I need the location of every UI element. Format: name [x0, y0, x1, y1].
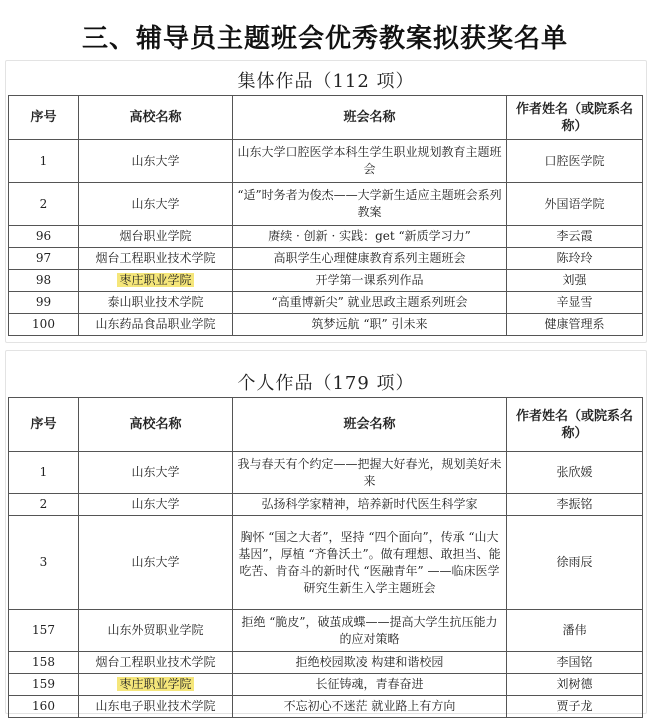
page-title: 三、辅导员主题班会优秀教案拟获奖名单 — [81, 24, 568, 54]
highlighted-school-name: 枣庄职业学院 — [119, 677, 192, 691]
table-row — [9, 292, 643, 314]
cell-no: 96 — [9, 226, 79, 248]
table-row — [9, 183, 643, 226]
cell-no: 157 — [9, 610, 79, 652]
individual-works-table — [8, 397, 643, 718]
cell-meeting: 拒绝校园欺凌 构建和谐校园 — [233, 652, 507, 674]
cell-no: 3 — [9, 516, 79, 610]
collective-works-table — [8, 95, 643, 336]
highlighted-school-name: 枣庄职业学院 — [119, 273, 192, 287]
col-header-school: 高校名称 — [79, 398, 233, 452]
cell-school: 山东大学 — [79, 452, 233, 494]
col-header-meeting: 班会名称 — [233, 398, 507, 452]
cell-author: 陈玲玲 — [507, 248, 643, 270]
table-row — [9, 674, 643, 696]
cell-meeting: 赓续 · 创新 · 实践：get “新质学习力” — [233, 226, 507, 248]
table-row — [9, 314, 643, 336]
cell-meeting: 长征铸魂，青春奋进 — [233, 674, 507, 696]
col-header-school: 高校名称 — [79, 96, 233, 140]
cell-meeting: 山东大学口腔医学本科生学生职业规划教育主题班会 — [233, 140, 507, 183]
individual-works-panel — [5, 350, 647, 714]
section-title-collective: 集体作品（112 项） — [237, 71, 415, 92]
cell-author: 潘伟 — [507, 610, 643, 652]
cell-school — [79, 270, 233, 292]
cell-no: 160 — [9, 696, 79, 718]
table-row — [9, 652, 643, 674]
cell-no: 2 — [9, 494, 79, 516]
col-header-meeting: 班会名称 — [233, 96, 507, 140]
table-row — [9, 696, 643, 718]
cell-school: 山东外贸职业学院 — [79, 610, 233, 652]
cell-author: 刘树德 — [507, 674, 643, 696]
table-row — [9, 248, 643, 270]
cell-author: 李国铭 — [507, 652, 643, 674]
cell-meeting: 胸怀 “国之大者”，坚持 “四个面向”，传承 “山大基因”，厚植 “齐鲁沃土”。做有理想、敢担当、能吃苦、肯奋斗的新时代 “医融青年” ——临床医学研究生新生入学主题班会 — [233, 516, 507, 610]
table-row — [9, 610, 643, 652]
col-header-no: 序号 — [9, 398, 79, 452]
table-row — [9, 494, 643, 516]
cell-meeting: 不忘初心不迷茫 就业路上有方向 — [233, 696, 507, 718]
cell-author: 李振铭 — [507, 494, 643, 516]
cell-no: 98 — [9, 270, 79, 292]
cell-school: 烟台工程职业技术学院 — [79, 652, 233, 674]
cell-school: 烟台职业学院 — [79, 226, 233, 248]
cell-no: 100 — [9, 314, 79, 336]
cell-school: 山东药品食品职业学院 — [79, 314, 233, 336]
cell-school: 烟台工程职业技术学院 — [79, 248, 233, 270]
collective-works-panel — [5, 60, 647, 343]
cell-meeting: 高职学生心理健康教育系列主题班会 — [233, 248, 507, 270]
col-header-no: 序号 — [9, 96, 79, 140]
cell-school: 泰山职业技术学院 — [79, 292, 233, 314]
cell-author: 外国语学院 — [507, 183, 643, 226]
cell-meeting: “适”时务者为俊杰——大学新生适应主题班会系列教案 — [233, 183, 507, 226]
cell-meeting: “高重博新尖” 就业思政主题系列班会 — [233, 292, 507, 314]
cell-author: 李云霞 — [507, 226, 643, 248]
cell-meeting: 拒绝 “脆皮”，破茧成蝶——提高大学生抗压能力的应对策略 — [233, 610, 507, 652]
cell-author: 辛显雪 — [507, 292, 643, 314]
cell-meeting: 我与春天有个约定——把握大好春光，规划美好未来 — [233, 452, 507, 494]
cell-school — [79, 674, 233, 696]
table-header-row — [9, 96, 643, 140]
col-header-author: 作者姓名（或院系名称） — [507, 398, 643, 452]
cell-no: 159 — [9, 674, 79, 696]
table-row — [9, 140, 643, 183]
cell-meeting: 弘扬科学家精神，培养新时代医生科学家 — [233, 494, 507, 516]
table-row — [9, 516, 643, 610]
cell-meeting: 开学第一课系列作品 — [233, 270, 507, 292]
cell-author: 口腔医学院 — [507, 140, 643, 183]
table-header-row — [9, 398, 643, 452]
cell-author: 健康管理系 — [507, 314, 643, 336]
cell-school: 山东大学 — [79, 140, 233, 183]
cell-no: 2 — [9, 183, 79, 226]
cell-school: 山东大学 — [79, 516, 233, 610]
cell-no: 99 — [9, 292, 79, 314]
table-row — [9, 226, 643, 248]
cell-author: 贾子龙 — [507, 696, 643, 718]
cell-author: 刘强 — [507, 270, 643, 292]
cell-school: 山东大学 — [79, 494, 233, 516]
table-row — [9, 452, 643, 494]
cell-school: 山东电子职业技术学院 — [79, 696, 233, 718]
cell-no: 1 — [9, 140, 79, 183]
cell-no: 97 — [9, 248, 79, 270]
cell-author: 张欣媛 — [507, 452, 643, 494]
table-row — [9, 270, 643, 292]
cell-meeting: 筑梦远航 “职” 引未来 — [233, 314, 507, 336]
col-header-author: 作者姓名（或院系名称） — [507, 96, 643, 140]
section-title-individual: 个人作品（179 项） — [237, 373, 415, 394]
cell-no: 1 — [9, 452, 79, 494]
cell-school: 山东大学 — [79, 183, 233, 226]
cell-author: 徐雨辰 — [507, 516, 643, 610]
cell-no: 158 — [9, 652, 79, 674]
